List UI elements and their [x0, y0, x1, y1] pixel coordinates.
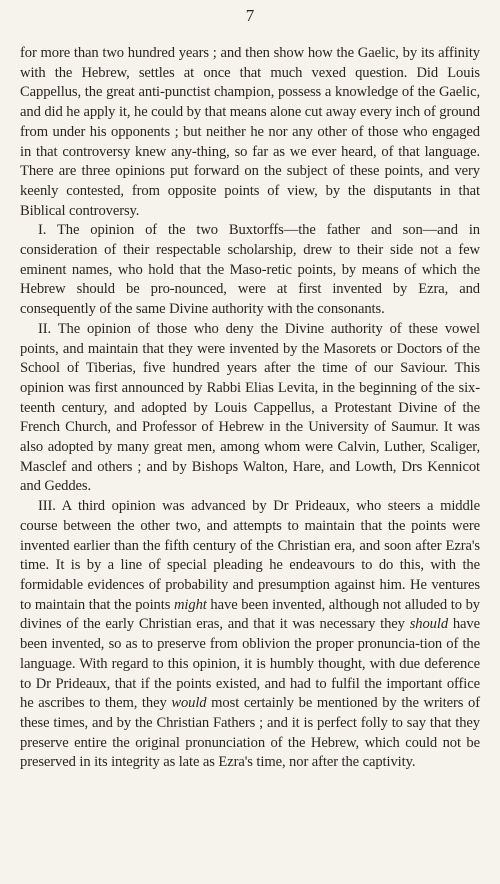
paragraph-text: I. The opinion of the two Buxtorffs—the father and son—and in consideration of their respectable scholarship, drew to their side not a few eminent names, who hold that the Maso-retic points, by means of which the Hebrew should be pro-nounced, were at first invented by Ezra, and consequently of the same Divine authority with the consonants. — [20, 222, 480, 318]
paragraph-opinion-three — [20, 497, 480, 773]
paragraph-text: most certainly be mentioned by the writers of these times, and by the Christian Fathers ; and it is perfect folly to say that they preserve entire the original pronunciation of the Hebrew, which could not be preserved in its integrity as late as Ezra's time, nor after the captivity. — [20, 695, 480, 771]
paragraph-text: II. The opinion of those who deny the Divine authority of these vowel points, and maintain that they were invented by the Masorets or Doctors of the School of Tiberias, five hundred years after the time of our Saviour. This opinion was first announced by Rabbi Elias Levita, in the beginning of the six-teenth century, and adopted by Louis Cappellus, a Protestant Divine of the French Church, and Professor of Hebrew in the University of Saumur. It was also adopted by many great men, among whom were Calvin, Luther, Scaliger, Masclef and others ; and by Bishops Walton, Hare, and Lowth, Drs Kennicot and Geddes. — [20, 320, 480, 495]
italic-word-would: would — [171, 695, 207, 712]
italic-word-might: might — [173, 596, 207, 613]
paragraph-text: III. A third opinion was advanced by Dr Prideaux, who steers a middle course between the other two, and attempts to maintain that the points were invented earlier than the fifth century of the Christian era, and soon after Ezra's time. It is by a line of special pleading he endeavours to do this, with the formidable evidences of probability and presumption against him. He ventures to maintain that the points — [20, 498, 480, 613]
paragraph-text: have been invented, although not alluded to by divines of the early Christian eras, and that it was necessary they — [20, 596, 481, 633]
paragraph-intro-continuation — [20, 44, 480, 221]
paragraph-text: for more than two hundred years ; and then show how the Gaelic, by its affinity with the Hebrew, settles at once that much vexed question. Did Louis Cappellus, the great anti-punctist champion, possess a knowledge of the Gaelic, and did he apply it, he could by that means alone cut away every inch of ground from under his opponents ; but neither he nor any other of those who engaged in that controversy knew any-thing, so far as we ever heard, of that language. There are three opinions put forward on the subject of these points, and very keenly contested, from opposite points of view, by the disputants in that Biblical controversy. — [20, 45, 480, 219]
paragraph-opinion-one — [20, 221, 480, 320]
paragraph-text: have been invented, so as to preserve from oblivion the proper pronuncia-tion of the language. With regard to this opinion, it is humbly thought, with due deference to Dr Prideaux, that if the points existed, and had to fulfil the important office he ascribes to them, they — [20, 616, 480, 712]
page-number: 7 — [245, 6, 255, 25]
paragraph-opinion-two — [20, 320, 480, 497]
body-text — [20, 44, 480, 773]
italic-word-should: should — [409, 616, 449, 633]
